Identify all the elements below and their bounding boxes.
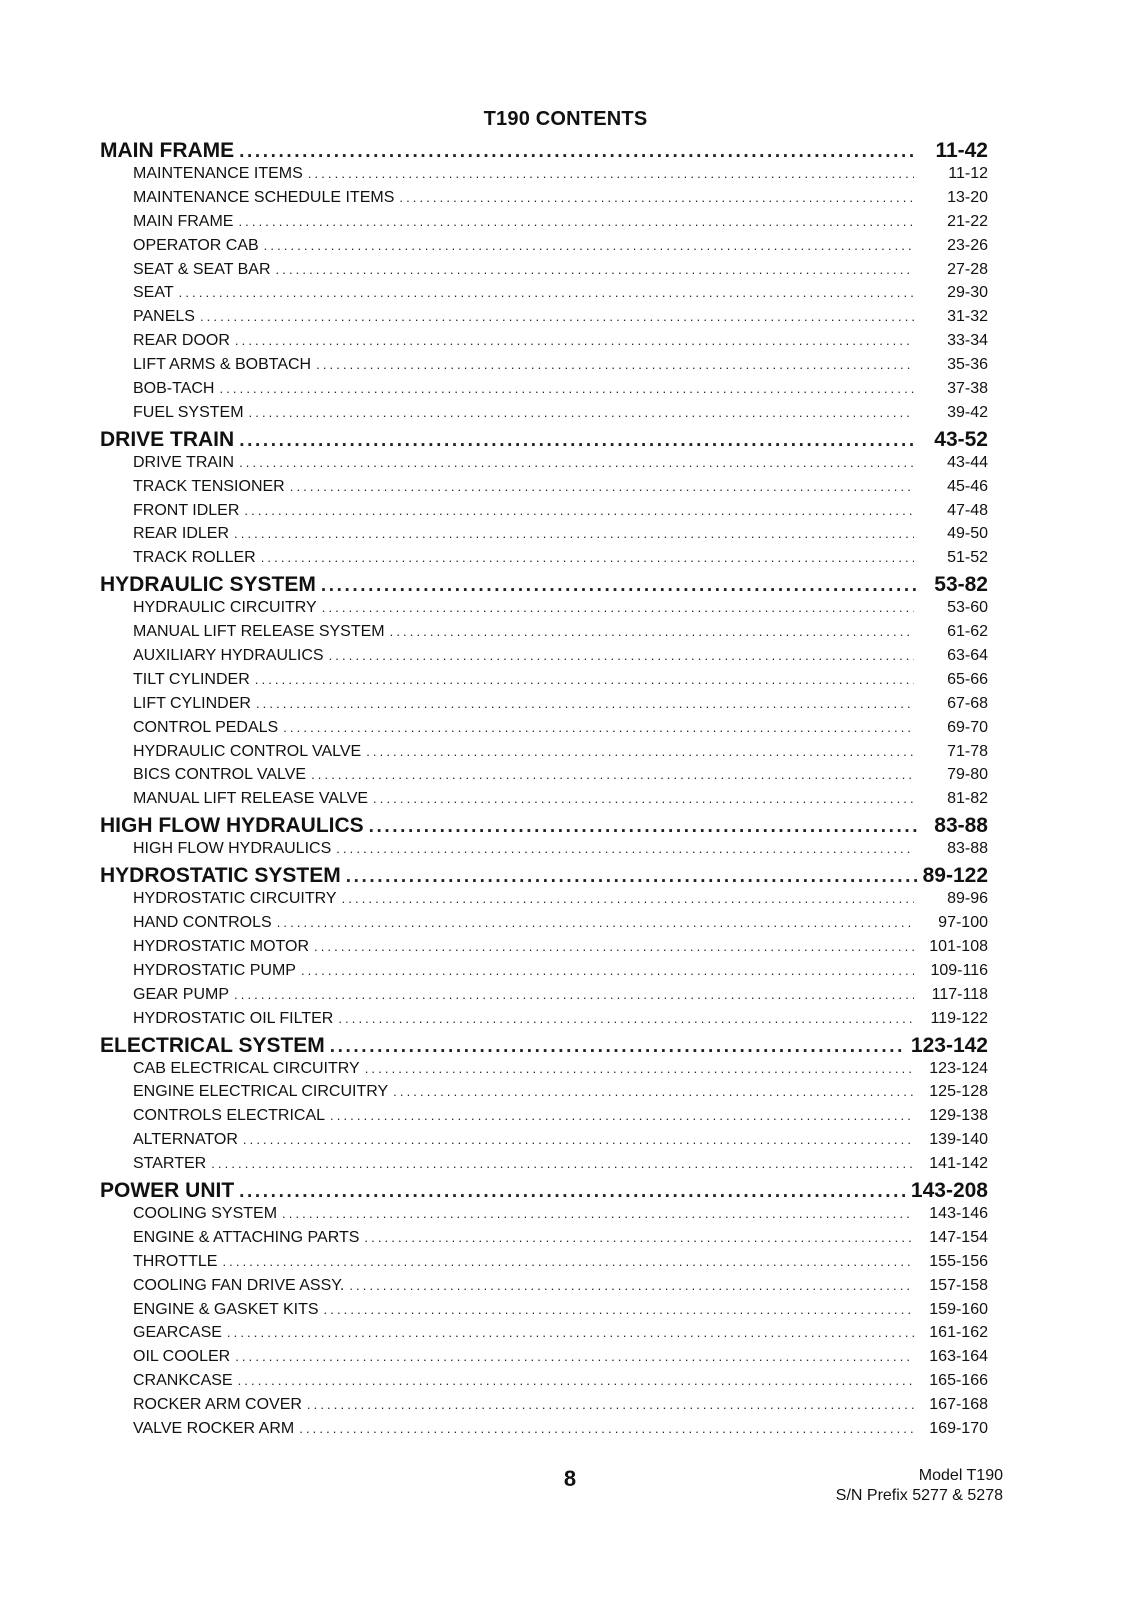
dot-leader bbox=[307, 1397, 914, 1412]
toc-item-row bbox=[100, 599, 988, 623]
toc-item-row bbox=[100, 549, 988, 573]
toc-item-label: MAIN FRAME bbox=[133, 212, 234, 230]
dot-leader bbox=[329, 648, 914, 663]
toc-item-label: ALTERNATOR bbox=[133, 1131, 238, 1149]
toc-item-row bbox=[100, 525, 988, 549]
toc-item-label: COOLING FAN DRIVE ASSY. bbox=[133, 1276, 345, 1294]
toc-item-label: REAR DOOR bbox=[133, 332, 230, 350]
toc-item-row bbox=[100, 478, 988, 502]
toc-item-pages: 65-66 bbox=[947, 670, 988, 688]
toc-item-row bbox=[100, 1253, 988, 1277]
toc-item-pages: 83-88 bbox=[947, 840, 988, 858]
toc-item-label: LIFT ARMS & BOBTACH bbox=[133, 356, 312, 374]
dot-leader bbox=[261, 550, 914, 565]
toc-item-row bbox=[100, 766, 988, 790]
toc-section-row bbox=[100, 573, 988, 599]
toc-section-title: ELECTRICAL SYSTEM bbox=[100, 1033, 325, 1057]
toc-item-row bbox=[100, 1324, 988, 1348]
toc-item-pages: 51-52 bbox=[947, 549, 988, 567]
toc-item-pages: 157-158 bbox=[929, 1276, 988, 1294]
dot-leader bbox=[311, 767, 914, 782]
toc-item-row bbox=[100, 1229, 988, 1253]
dot-leader bbox=[338, 1011, 914, 1026]
toc-item-pages: 31-32 bbox=[947, 308, 988, 326]
toc-item-label: ENGINE & ATTACHING PARTS bbox=[133, 1228, 360, 1246]
dot-leader bbox=[244, 503, 914, 518]
dot-leader bbox=[255, 672, 914, 687]
dot-leader bbox=[239, 430, 918, 452]
toc-item-row bbox=[100, 938, 988, 962]
toc-item-row bbox=[100, 790, 988, 814]
dot-leader bbox=[399, 190, 914, 205]
toc-item-row bbox=[100, 213, 988, 237]
toc-item-label: HIGH FLOW HYDRAULICS bbox=[133, 840, 332, 858]
toc-item-label: PANELS bbox=[133, 308, 195, 326]
toc-item-pages: 141-142 bbox=[929, 1155, 988, 1173]
toc-item-pages: 29-30 bbox=[947, 284, 988, 302]
dot-leader bbox=[243, 1132, 914, 1147]
toc-section-row bbox=[100, 139, 988, 165]
toc-item-pages: 125-128 bbox=[929, 1083, 988, 1101]
toc-section-pages: 143-208 bbox=[910, 1178, 988, 1202]
toc-section-pages: 43-52 bbox=[934, 427, 988, 451]
dot-leader bbox=[373, 791, 914, 806]
toc-item-pages: 35-36 bbox=[947, 356, 988, 374]
toc-item-label: CAB ELECTRICAL CIRCUITRY bbox=[133, 1059, 360, 1077]
toc-section-pages: 123-142 bbox=[910, 1033, 988, 1057]
toc-section-row bbox=[100, 1179, 988, 1205]
toc-item-label: ROCKER ARM COVER bbox=[133, 1396, 302, 1414]
toc-item-label: CONTROL PEDALS bbox=[133, 718, 279, 736]
toc-section-title: MAIN FRAME bbox=[100, 139, 235, 162]
dot-leader bbox=[369, 816, 918, 838]
toc-item-pages: 129-138 bbox=[929, 1107, 988, 1125]
toc-item-row bbox=[100, 890, 988, 914]
dot-leader bbox=[227, 1325, 914, 1340]
toc-item-label: HYDRAULIC CONTROL VALVE bbox=[133, 742, 362, 760]
toc-item-row bbox=[100, 502, 988, 526]
toc-item-row bbox=[100, 237, 988, 261]
toc-item-label: CONTROLS ELECTRICAL bbox=[133, 1107, 326, 1125]
toc-section-pages: 89-122 bbox=[922, 864, 988, 888]
toc-item-label: TRACK TENSIONER bbox=[133, 477, 285, 495]
dot-leader bbox=[393, 1084, 914, 1099]
dot-leader bbox=[322, 600, 914, 615]
dot-leader bbox=[235, 1349, 914, 1364]
toc-item-label: MAINTENANCE SCHEDULE ITEMS bbox=[133, 188, 395, 206]
dot-leader bbox=[239, 141, 918, 163]
toc-item-row bbox=[100, 261, 988, 285]
toc-item-label: FRONT IDLER bbox=[133, 501, 240, 519]
toc-item-row bbox=[100, 454, 988, 478]
toc-section-row bbox=[100, 428, 988, 454]
toc-item-row bbox=[100, 308, 988, 332]
toc-item-row bbox=[100, 986, 988, 1010]
toc-section-title: HIGH FLOW HYDRAULICS bbox=[100, 814, 364, 838]
toc-item-pages: 147-154 bbox=[929, 1228, 988, 1246]
toc-item-pages: 117-118 bbox=[931, 985, 988, 1003]
toc-item-row bbox=[100, 1277, 988, 1301]
toc-section-pages: 11-42 bbox=[935, 139, 988, 162]
toc-item-pages: 139-140 bbox=[929, 1131, 988, 1149]
dot-leader bbox=[234, 987, 914, 1002]
toc-item-row bbox=[100, 1060, 988, 1084]
toc-section-title: DRIVE TRAIN bbox=[100, 427, 235, 451]
toc-section-title: HYDRAULIC SYSTEM bbox=[100, 573, 316, 597]
toc-item-label: MANUAL LIFT RELEASE VALVE bbox=[133, 790, 369, 808]
toc-item-row bbox=[100, 1205, 988, 1229]
toc-item-label: SEAT bbox=[133, 284, 174, 302]
dot-leader bbox=[330, 1036, 905, 1058]
dot-leader bbox=[235, 333, 914, 348]
toc-item-pages: 109-116 bbox=[930, 961, 988, 979]
dot-leader bbox=[330, 1108, 914, 1123]
toc-item-pages: 33-34 bbox=[947, 332, 988, 350]
toc-item-row bbox=[100, 623, 988, 647]
toc-item-row bbox=[100, 1372, 988, 1396]
dot-leader bbox=[314, 939, 914, 954]
dot-leader bbox=[290, 479, 914, 494]
toc-item-label: HAND CONTROLS bbox=[133, 914, 272, 932]
toc-item-row bbox=[100, 1301, 988, 1325]
toc-item-pages: 89-96 bbox=[947, 890, 988, 908]
dot-leader bbox=[222, 1254, 914, 1269]
dot-leader bbox=[249, 405, 914, 420]
dot-leader bbox=[238, 1373, 914, 1388]
dot-leader bbox=[179, 285, 914, 300]
dot-leader bbox=[321, 575, 918, 597]
toc-item-row bbox=[100, 914, 988, 938]
toc-item-label: HYDROSTATIC OIL FILTER bbox=[133, 1009, 334, 1027]
toc-item-label: THROTTLE bbox=[133, 1252, 218, 1270]
dot-leader bbox=[264, 238, 914, 253]
toc-section-pages: 83-88 bbox=[934, 814, 988, 838]
dot-leader bbox=[346, 866, 917, 888]
toc-item-pages: 69-70 bbox=[947, 718, 988, 736]
toc-item-row bbox=[100, 404, 988, 428]
toc-item-label: LIFT CYLINDER bbox=[133, 694, 251, 712]
toc-item-label: CRANKCASE bbox=[133, 1372, 233, 1390]
dot-leader bbox=[211, 1156, 914, 1171]
toc-section-row bbox=[100, 814, 988, 840]
toc-item-row bbox=[100, 1155, 988, 1179]
toc-item-row bbox=[100, 1396, 988, 1420]
dot-leader bbox=[301, 963, 914, 978]
dot-leader bbox=[283, 720, 914, 735]
toc-item-label: HYDROSTATIC MOTOR bbox=[133, 937, 309, 955]
toc-item-row bbox=[100, 840, 988, 864]
toc-item-pages: 155-156 bbox=[929, 1252, 988, 1270]
toc-item-row bbox=[100, 695, 988, 719]
toc-item-row bbox=[100, 1348, 988, 1372]
toc-item-row bbox=[100, 1107, 988, 1131]
toc-section-row bbox=[100, 864, 988, 890]
page-title: T190 CONTENTS bbox=[483, 108, 648, 130]
toc-item-pages: 37-38 bbox=[947, 380, 988, 398]
toc-item-label: BICS CONTROL VALVE bbox=[133, 766, 307, 784]
dot-leader bbox=[324, 1302, 914, 1317]
toc-item-pages: 13-20 bbox=[947, 188, 988, 206]
dot-leader bbox=[234, 526, 914, 541]
toc-item-pages: 47-48 bbox=[947, 501, 988, 519]
toc-item-row bbox=[100, 1083, 988, 1107]
page-number: 8 bbox=[563, 1466, 577, 1491]
toc-item-row bbox=[100, 380, 988, 404]
toc-item-pages: 61-62 bbox=[947, 623, 988, 641]
toc-item-pages: 45-46 bbox=[947, 477, 988, 495]
model-label: Model T190 bbox=[918, 1467, 1003, 1484]
toc-item-label: REAR IDLER bbox=[133, 525, 230, 543]
toc-item-label: ENGINE ELECTRICAL CIRCUITRY bbox=[133, 1083, 389, 1101]
toc-item-pages: 43-44 bbox=[947, 453, 988, 471]
toc-item-row bbox=[100, 1131, 988, 1155]
toc-item-label: ENGINE & GASKET KITS bbox=[133, 1300, 319, 1318]
dot-leader bbox=[316, 357, 914, 372]
dot-leader bbox=[349, 1278, 914, 1293]
toc-item-label: MAINTENANCE ITEMS bbox=[133, 165, 303, 182]
toc-item-label: SEAT & SEAT BAR bbox=[133, 260, 271, 278]
toc-item-label: MANUAL LIFT RELEASE SYSTEM bbox=[133, 623, 385, 641]
toc-item-label: DRIVE TRAIN bbox=[133, 453, 235, 471]
toc-section-row bbox=[100, 1034, 988, 1060]
toc-item-label: STARTER bbox=[133, 1155, 207, 1173]
toc-item-row bbox=[100, 189, 988, 213]
dot-leader bbox=[342, 891, 914, 906]
toc-item-row bbox=[100, 1420, 988, 1444]
toc-item-pages: 163-164 bbox=[929, 1348, 988, 1366]
toc-item-label: FUEL SYSTEM bbox=[133, 403, 244, 421]
dot-leader bbox=[277, 915, 914, 930]
dot-leader bbox=[299, 1421, 914, 1436]
toc-item-label: OIL COOLER bbox=[133, 1348, 231, 1366]
toc-item-row bbox=[100, 671, 988, 695]
serial-prefix-label: S/N Prefix 5277 & 5278 bbox=[835, 1487, 1003, 1504]
dot-leader bbox=[239, 455, 914, 470]
toc-item-pages: 49-50 bbox=[947, 525, 988, 543]
dot-leader bbox=[200, 309, 914, 324]
dot-leader bbox=[308, 166, 914, 181]
toc-item-pages: 21-22 bbox=[947, 212, 988, 230]
toc-item-pages: 11-12 bbox=[948, 165, 988, 182]
model-info bbox=[836, 1466, 1003, 1506]
toc-item-row bbox=[100, 743, 988, 767]
dot-leader bbox=[256, 696, 914, 711]
dot-leader bbox=[282, 1206, 914, 1221]
dot-leader bbox=[219, 381, 914, 396]
dot-leader bbox=[276, 262, 914, 277]
toc-item-pages: 101-108 bbox=[929, 937, 988, 955]
toc-item-label: GEARCASE bbox=[133, 1324, 222, 1342]
toc-item-pages: 161-162 bbox=[929, 1324, 988, 1342]
toc-item-label: TRACK ROLLER bbox=[133, 549, 256, 567]
toc-item-row bbox=[100, 719, 988, 743]
toc-section-title: HYDROSTATIC SYSTEM bbox=[100, 864, 341, 888]
toc-item-row bbox=[100, 962, 988, 986]
toc-item-pages: 53-60 bbox=[947, 599, 988, 617]
dot-leader bbox=[238, 214, 914, 229]
toc-item-pages: 81-82 bbox=[947, 790, 988, 808]
dot-leader bbox=[364, 1230, 914, 1245]
toc-item-row bbox=[100, 356, 988, 380]
toc-section-pages: 53-82 bbox=[934, 573, 988, 597]
toc-item-pages: 71-78 bbox=[947, 742, 988, 760]
toc-item-label: HYDRAULIC CIRCUITRY bbox=[133, 599, 317, 617]
toc-item-label: BOB-TACH bbox=[133, 380, 215, 398]
toc-item-pages: 165-166 bbox=[929, 1372, 988, 1390]
dot-leader bbox=[366, 744, 914, 759]
toc-item-label: COOLING SYSTEM bbox=[133, 1204, 278, 1222]
toc-item-pages: 169-170 bbox=[929, 1419, 988, 1437]
toc-item-pages: 123-124 bbox=[929, 1059, 988, 1077]
toc-item-pages: 119-122 bbox=[930, 1009, 988, 1027]
toc-item-row bbox=[100, 332, 988, 356]
dot-leader bbox=[336, 841, 914, 856]
toc-item-pages: 97-100 bbox=[938, 914, 988, 932]
toc-item-pages: 67-68 bbox=[947, 694, 988, 712]
toc-item-row bbox=[100, 647, 988, 671]
toc-item-pages: 159-160 bbox=[929, 1300, 988, 1318]
toc-item-pages: 39-42 bbox=[947, 403, 988, 421]
toc-item-pages: 27-28 bbox=[947, 260, 988, 278]
toc-item-row bbox=[100, 284, 988, 308]
dot-leader bbox=[239, 1181, 905, 1203]
table-of-contents bbox=[100, 139, 988, 1444]
toc-item-label: VALVE ROCKER ARM bbox=[133, 1419, 295, 1437]
toc-item-label: HYDROSTATIC CIRCUITRY bbox=[133, 890, 337, 908]
toc-item-row bbox=[100, 1010, 988, 1034]
toc-item-pages: 167-168 bbox=[929, 1396, 988, 1414]
toc-item-pages: 63-64 bbox=[947, 647, 988, 665]
toc-item-pages: 23-26 bbox=[947, 236, 988, 254]
toc-item-label: OPERATOR CAB bbox=[133, 236, 259, 254]
dot-leader bbox=[365, 1061, 914, 1076]
toc-item-label: HYDROSTATIC PUMP bbox=[133, 961, 296, 979]
dot-leader bbox=[390, 624, 914, 639]
toc-item-pages: 143-146 bbox=[929, 1204, 988, 1222]
toc-item-label: TILT CYLINDER bbox=[133, 670, 250, 688]
toc-item-row bbox=[100, 165, 988, 189]
toc-item-label: AUXILIARY HYDRAULICS bbox=[133, 647, 324, 665]
toc-section-title: POWER UNIT bbox=[100, 1178, 235, 1202]
toc-item-pages: 79-80 bbox=[947, 766, 988, 784]
toc-item-label: GEAR PUMP bbox=[133, 985, 230, 1003]
